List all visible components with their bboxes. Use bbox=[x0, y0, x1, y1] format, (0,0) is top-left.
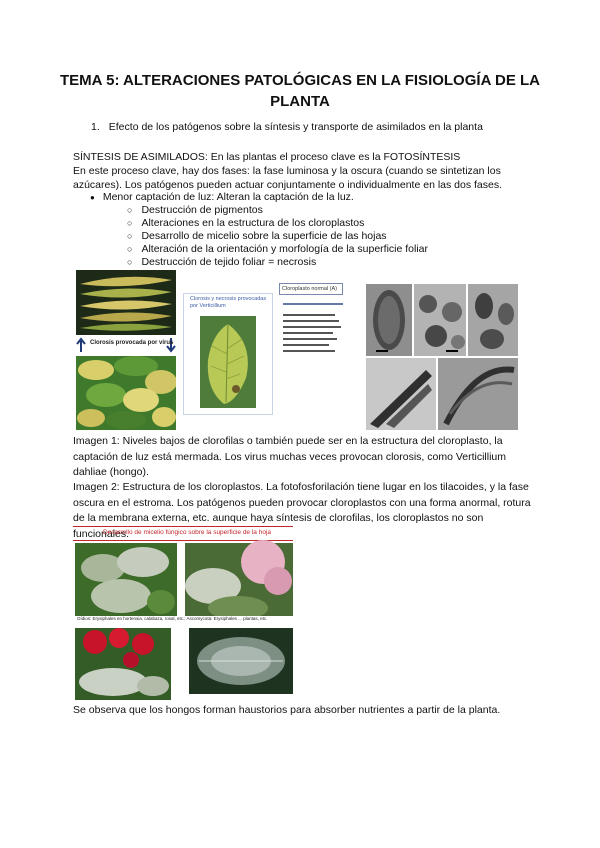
sub-marker: ○ bbox=[127, 205, 133, 215]
intro-line-3: azúcares). Los patógenos pueden actuar conjuntamente o individualmente en las dos fases. bbox=[73, 179, 503, 191]
mildew-title: Desarrollo de micelio fúngico sobre la superficie de la hoja bbox=[103, 529, 272, 536]
sub-item bbox=[127, 204, 263, 217]
bullet-text: Menor captación de luz: Alteran la captación de la luz. bbox=[102, 191, 354, 203]
sub-item-text: Destrucción de pigmentos bbox=[141, 204, 263, 216]
figure-verticillium-caption: Clorosis y necrosis provocadas por Verticillium bbox=[190, 296, 267, 309]
sub-marker: ○ bbox=[127, 218, 133, 228]
chloroplast-text-lines bbox=[277, 283, 362, 363]
chloroplast-heading: Cloroplasto normal (A) bbox=[279, 283, 343, 295]
section-number: 1. bbox=[91, 121, 100, 133]
micrograph-photos bbox=[366, 284, 518, 430]
figure-chloroplast-card bbox=[277, 283, 362, 363]
section-text: Efecto de los patógenos sobre la síntesis y transporte de asimilados en la planta bbox=[108, 121, 483, 133]
mildew-photos bbox=[73, 526, 295, 702]
image-1-caption: Imagen 1: Niveles bajos de clorofilas o también puede ser en la estructura del cloroplasto, la captación de luz está mermada. Los virus muchas veces provocan clorosis, como Verticillium dahliae (hongo). bbox=[73, 435, 507, 478]
figure-chlorosis-virus bbox=[76, 270, 176, 430]
sub-marker: ○ bbox=[127, 244, 133, 254]
figure-1-caption: Clorosis provocada por virus bbox=[90, 340, 174, 346]
sub-item-text: Alteración de la orientación y morfología de la superficie foliar bbox=[141, 243, 429, 255]
sub-marker: ○ bbox=[127, 231, 133, 241]
title-line-2: PLANTA bbox=[270, 93, 330, 110]
intro-line-2: En este proceso clave, hay dos fases: la fase luminosa y la oscura (cuando se sintetizan los bbox=[73, 165, 501, 177]
chlorosis-photo bbox=[76, 270, 176, 430]
sub-item bbox=[127, 243, 428, 256]
sub-marker: ○ bbox=[127, 257, 133, 267]
figure-micrographs bbox=[366, 284, 518, 430]
intro-heading: SÍNTESIS DE ASIMILADOS: En las plantas el proceso clave es la FOTOSÍNTESIS bbox=[73, 151, 461, 163]
sub-item bbox=[127, 217, 364, 230]
sub-item-text: Alteraciones en la estructura de los cloroplastos bbox=[141, 217, 365, 229]
sub-item bbox=[127, 230, 387, 243]
title-line-1: TEMA 5: ALTERACIONES PATOLÓGICAS EN LA FISIOLOGÍA DE LA bbox=[60, 72, 541, 89]
image-2-caption: Imagen 2: Estructura de los cloroplastos. La fotofosforilación tiene lugar en los tilacoides, y la fase oscura en el estroma. Los patógenos pueden provocar cloroplastos con una forma anormal, rotura de la membrana externa, etc. aunque haya síntesis de clorofilas, los cloroplastos no son funcionales. bbox=[73, 481, 531, 540]
document-title bbox=[60, 70, 540, 112]
figure-mildew bbox=[73, 526, 295, 702]
sub-item bbox=[127, 256, 316, 269]
bullet-item bbox=[90, 191, 354, 205]
sub-item-text: Destrucción de tejido foliar = necrosis bbox=[141, 256, 317, 268]
section-heading bbox=[91, 121, 483, 133]
verticillium-leaf-photo bbox=[184, 294, 272, 414]
final-paragraph: Se observa que los hongos forman haustorios para absorber nutrientes a partir de la planta. bbox=[73, 704, 501, 716]
mildew-caption: Oídios: Erysiphales en hortensia, calabaza, rosal, etc.; Ascomycota: Erysiphales ... plantas, etc. bbox=[77, 616, 268, 621]
bullet-marker: ● bbox=[90, 193, 95, 202]
figure-verticillium bbox=[183, 293, 273, 415]
sub-item-text: Desarrollo de micelio sobre la superficie de las hojas bbox=[141, 230, 387, 242]
